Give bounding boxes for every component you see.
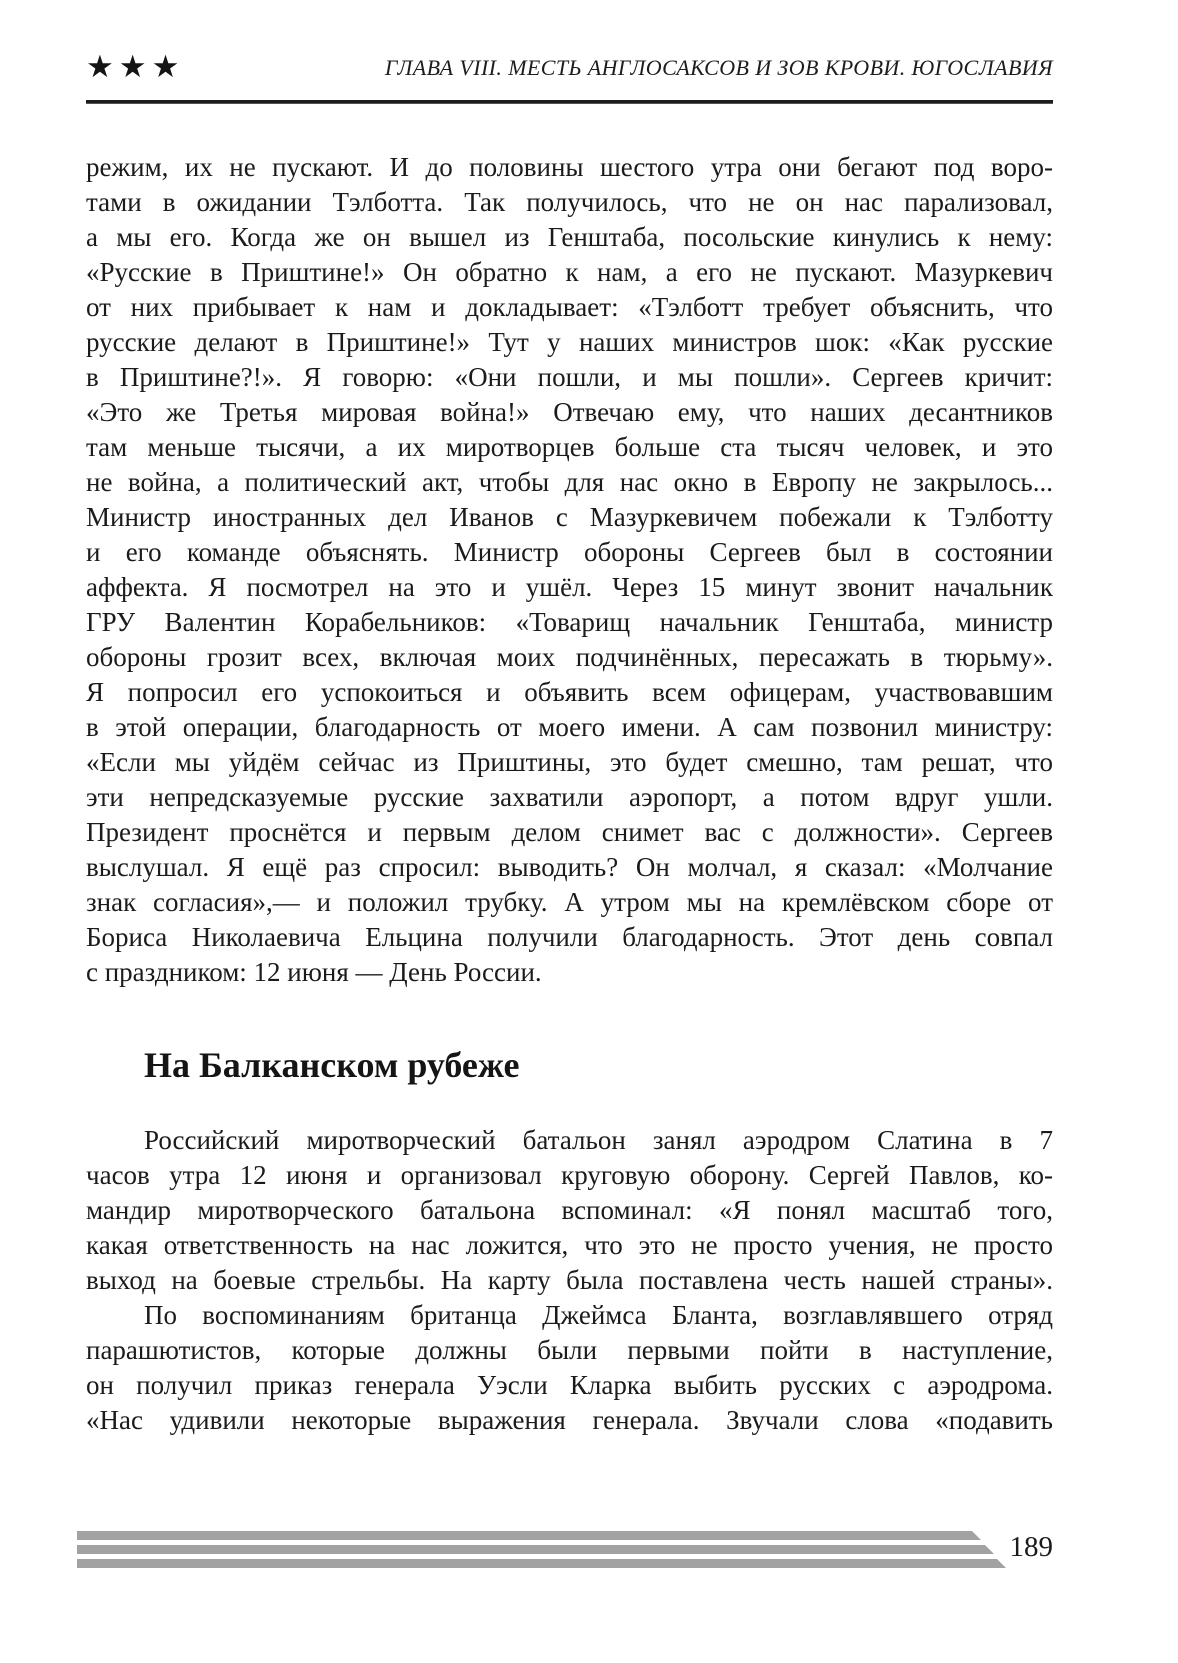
chapter-running-title: ГЛАВА VIII. МЕСТЬ АНГЛОСАКСОВ И ЗОВ КРОВИ. ЮГОСЛАВИЯ — [384, 55, 1053, 80]
text-line: парашютистов, которые должны были первыми пойти в наступление, — [86, 1335, 1053, 1365]
text-line: Российский миротворческий батальон занял аэродром Слатина в 7 — [144, 1125, 1053, 1155]
text-line: ГРУ Валентин Корабельников: «Товарищ начальник Генштаба, министр — [86, 607, 1053, 637]
text-line: выход на боевые стрельбы. На карту была поставлена честь нашей страны». — [86, 1265, 1053, 1295]
text-line: он получил приказ генерала Уэсли Кларка выбить русских с аэродрома. — [86, 1370, 1053, 1400]
section-heading: На Балканском рубеже — [144, 1045, 520, 1085]
text-line: выслушал. Я ещё раз спросил: выводить? Он молчал, я сказал: «Молчание — [86, 852, 1053, 882]
text-line: знак согласия»,— и положил трубку. А утром мы на кремлёвском сборе от — [86, 887, 1053, 917]
text-line: и его команде объяснять. Министр обороны Сергеев был в состоянии — [86, 537, 1053, 567]
text-line: режим, их не пускают. И до половины шестого утра они бегают под воро- — [86, 152, 1053, 182]
text-line: от них прибывает к нам и докладывает: «Тэлботт требует объяснить, что — [86, 292, 1053, 322]
text-line: Президент проснётся и первым делом снимет вас с должности». Сергеев — [86, 817, 1053, 847]
footer-stripe-decoration — [77, 1545, 994, 1554]
text-line: с праздником: 12 июня — День России. — [86, 957, 542, 987]
text-line: «Это же Третья мировая война!» Отвечаю ему, что наших десантников — [86, 397, 1053, 427]
text-line: Бориса Николаевича Ельцина получили благодарность. Этот день совпал — [86, 922, 1053, 952]
footer-stripe-decoration — [77, 1559, 1006, 1568]
text-line: По воспоминаниям британца Джеймса Бланта, возглавлявшего отряд — [144, 1300, 1053, 1330]
paragraph — [86, 150, 1053, 990]
chapter-stars-icon: ★★★ — [86, 49, 185, 84]
footer-stripe-decoration — [77, 1531, 981, 1540]
page-header — [86, 48, 1053, 84]
text-line: тами в ожидании Тэлботта. Так получилось, что не он нас парализовал, — [86, 187, 1053, 217]
text-line: там меньше тысячи, а их миротворцев больше ста тысяч человек, и это — [86, 432, 1053, 462]
text-line: «Нас удивили некоторые выражения генерала. Звучали слова «подавить — [86, 1405, 1053, 1435]
text-line: эти непредсказуемые русские захватили аэропорт, а потом вдруг ушли. — [86, 782, 1053, 812]
text-line: а мы его. Когда же он вышел из Генштаба, посольские кинулись к нему: — [86, 222, 1053, 252]
text-line: не война, а политический акт, чтобы для нас окно в Европу не закрылось... — [86, 467, 1053, 497]
text-line: какая ответственность на нас ложится, что это не просто учения, не просто — [86, 1230, 1053, 1260]
text-line: русские делают в Приштине!» Тут у наших министров шок: «Как русские — [86, 327, 1053, 357]
paragraph — [86, 1123, 1053, 1298]
page-body — [86, 150, 1053, 1438]
text-line: «Русские в Приштине!» Он обратно к нам, а его не пускают. Мазуркевич — [86, 257, 1053, 287]
text-line: в этой операции, благодарность от моего имени. А сам позвонил министру: — [86, 712, 1053, 742]
text-line: «Если мы уйдём сейчас из Приштины, это будет смешно, там решат, что — [86, 747, 1053, 777]
text-line: Министр иностранных дел Иванов с Мазуркевичем побежали к Тэлботту — [86, 502, 1053, 532]
header-rule — [86, 100, 1053, 104]
text-line: Я попросил его успокоиться и объявить всем офицерам, участвовавшим — [86, 677, 1053, 707]
text-line: мандир миротворческого батальона вспоминал: «Я понял масштаб того, — [86, 1195, 1053, 1225]
text-line: обороны грозит всех, включая моих подчинённых, пересажать в тюрьму». — [86, 642, 1053, 672]
page-number: 189 — [1009, 1531, 1053, 1563]
text-line: аффекта. Я посмотрел на это и ушёл. Через 15 минут звонит начальник — [86, 572, 1053, 602]
text-line: в Приштине?!». Я говорю: «Они пошли, и мы пошли». Сергеев кричит: — [86, 362, 1053, 392]
text-line: часов утра 12 июня и организовал круговую оборону. Сергей Павлов, ко- — [86, 1160, 1053, 1190]
paragraph — [86, 1298, 1053, 1438]
